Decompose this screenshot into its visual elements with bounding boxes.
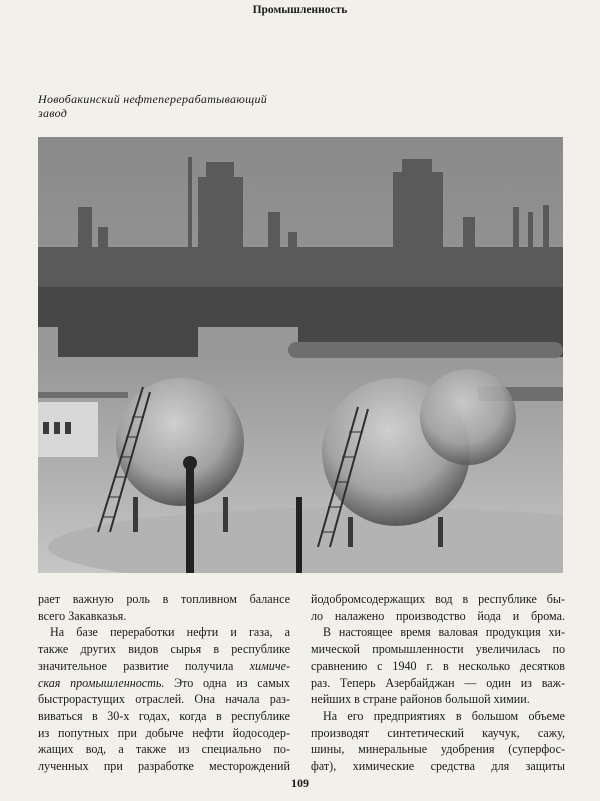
page-number: 109 [291, 776, 309, 790]
caption-line-2: завод [38, 106, 68, 120]
text-line [38, 675, 290, 692]
italic-term: химиче- [249, 658, 290, 673]
figure-caption [38, 92, 338, 120]
text-line: виваться в 30-х годах, когда в республике [38, 708, 290, 723]
text-line: рает важную роль в топливном балансе [38, 592, 290, 606]
text-line: На его предприятиях в большом объеме [323, 708, 565, 723]
refinery-photo [38, 137, 563, 573]
running-head: Промышленность [252, 4, 348, 16]
text-line: быстрорастущих отраслей. Она начала раз- [38, 692, 290, 707]
text-line: шины, минеральные удобрения (суперфос- [311, 742, 565, 757]
text-line: йодобромсодержащих вод в республике бы- [311, 592, 565, 606]
text-fragment: Это одна из самых [164, 675, 290, 690]
text-line: ло налажено производство йода и брома. [311, 608, 565, 623]
caption-line-1: Новобакинский нефтеперерабатывающий [38, 92, 268, 106]
text-line: из попутных при добыче нефти йодосодер- [38, 725, 290, 740]
text-line: В настоящее время валовая продукция хи- [323, 625, 565, 640]
text-line [38, 658, 290, 675]
text-line: жащих вод, а также из специально по- [38, 742, 290, 757]
italic-term: ская промышленность. [38, 675, 165, 690]
text-line: сравнению с 1940 г. в несколько десятков [311, 658, 565, 673]
text-line: лученных при разработке месторождений [38, 759, 290, 774]
text-column-left [38, 591, 290, 775]
text-line: нейших в стране районов большой химии. [311, 692, 530, 707]
text-line: производят синтетический каучук, сажу, [311, 725, 565, 740]
text-line: На базе переработки нефти и газа, а [50, 625, 290, 640]
text-line: раз. Теперь Азербайджан — один из важ- [311, 675, 565, 690]
text-line: всего Закавказья. [38, 608, 127, 623]
text-line: фат), химические средства для защиты [311, 759, 565, 774]
text-line: также других видов сырья в республике [38, 642, 290, 657]
text-column-right [311, 591, 565, 775]
text-fragment: значительное развитие получила [38, 658, 234, 673]
text-line: мической промышленности увеличилась по [311, 642, 565, 657]
